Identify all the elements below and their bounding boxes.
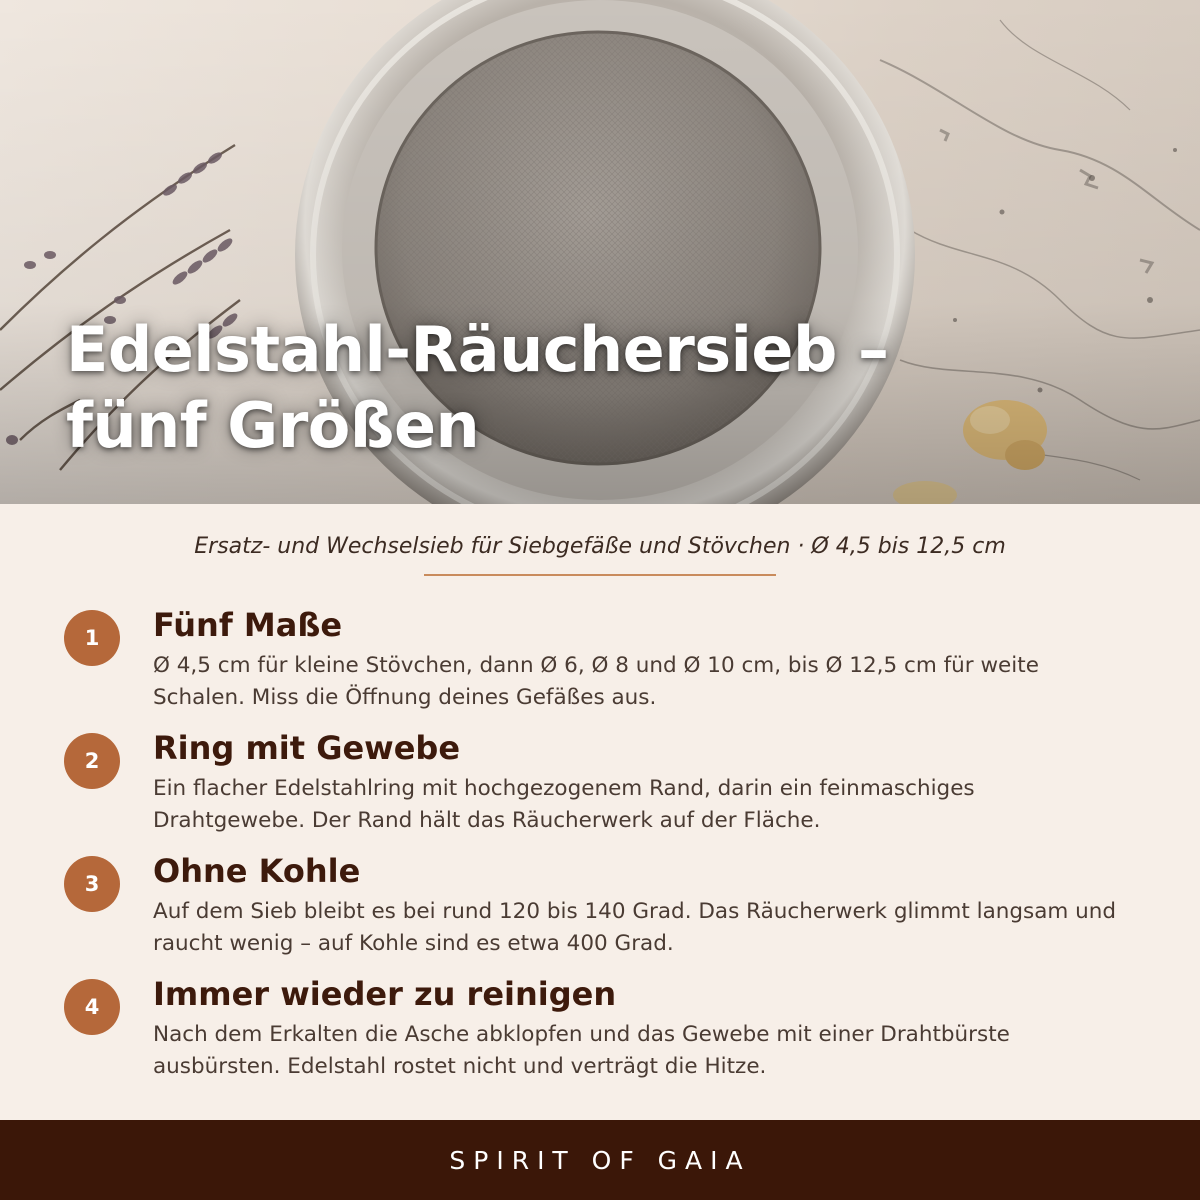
feature-title: Fünf Maße (153, 606, 343, 644)
feature-line: Nach dem Erkalten die Asche abklopfen und das Gewebe mit einer Drahtbürste (153, 1022, 1010, 1047)
feature-description (153, 650, 1143, 714)
title-line-2: fünf Größen (66, 389, 480, 462)
number-badge: 1 (64, 610, 120, 666)
subtitle: Ersatz- und Wechselsieb für Siebgefäße und Stövchen · Ø 4,5 bis 12,5 cm (194, 534, 1006, 559)
page-title (66, 312, 1066, 464)
feature-description (153, 773, 1143, 837)
subtitle-divider (424, 574, 776, 576)
number-badge: 4 (64, 979, 120, 1035)
feature-line: Drahtgewebe. Der Rand hält das Räucherwerk auf der Fläche. (153, 808, 821, 833)
brand-name: SPIRIT OF GAIA (449, 1146, 751, 1175)
feature-line: ausbürsten. Edelstahl rostet nicht und verträgt die Hitze. (153, 1054, 767, 1079)
number-badge: 3 (64, 856, 120, 912)
feature-line: Ø 4,5 cm für kleine Stövchen, dann Ø 6, Ø 8 und Ø 10 cm, bis Ø 12,5 cm für weite (153, 653, 1039, 678)
feature-title: Immer wieder zu reinigen (153, 975, 617, 1013)
feature-line: Ein flacher Edelstahlring mit hochgezogenem Rand, darin ein feinmaschiges (153, 776, 975, 801)
title-line-1: Edelstahl-Räuchersieb – (66, 313, 889, 386)
feature-description (153, 896, 1143, 960)
hero-section (0, 0, 1200, 504)
feature-line: Schalen. Miss die Öffnung deines Gefäßes aus. (153, 685, 657, 710)
feature-line: Auf dem Sieb bleibt es bei rund 120 bis 140 Grad. Das Räucherwerk glimmt langsam und (153, 899, 1117, 924)
feature-description (153, 1019, 1143, 1083)
feature-line: raucht wenig – auf Kohle sind es etwa 400 Grad. (153, 931, 674, 956)
footer-bar (0, 1120, 1200, 1200)
feature-title: Ring mit Gewebe (153, 729, 461, 767)
feature-title: Ohne Kohle (153, 852, 361, 890)
number-badge: 2 (64, 733, 120, 789)
